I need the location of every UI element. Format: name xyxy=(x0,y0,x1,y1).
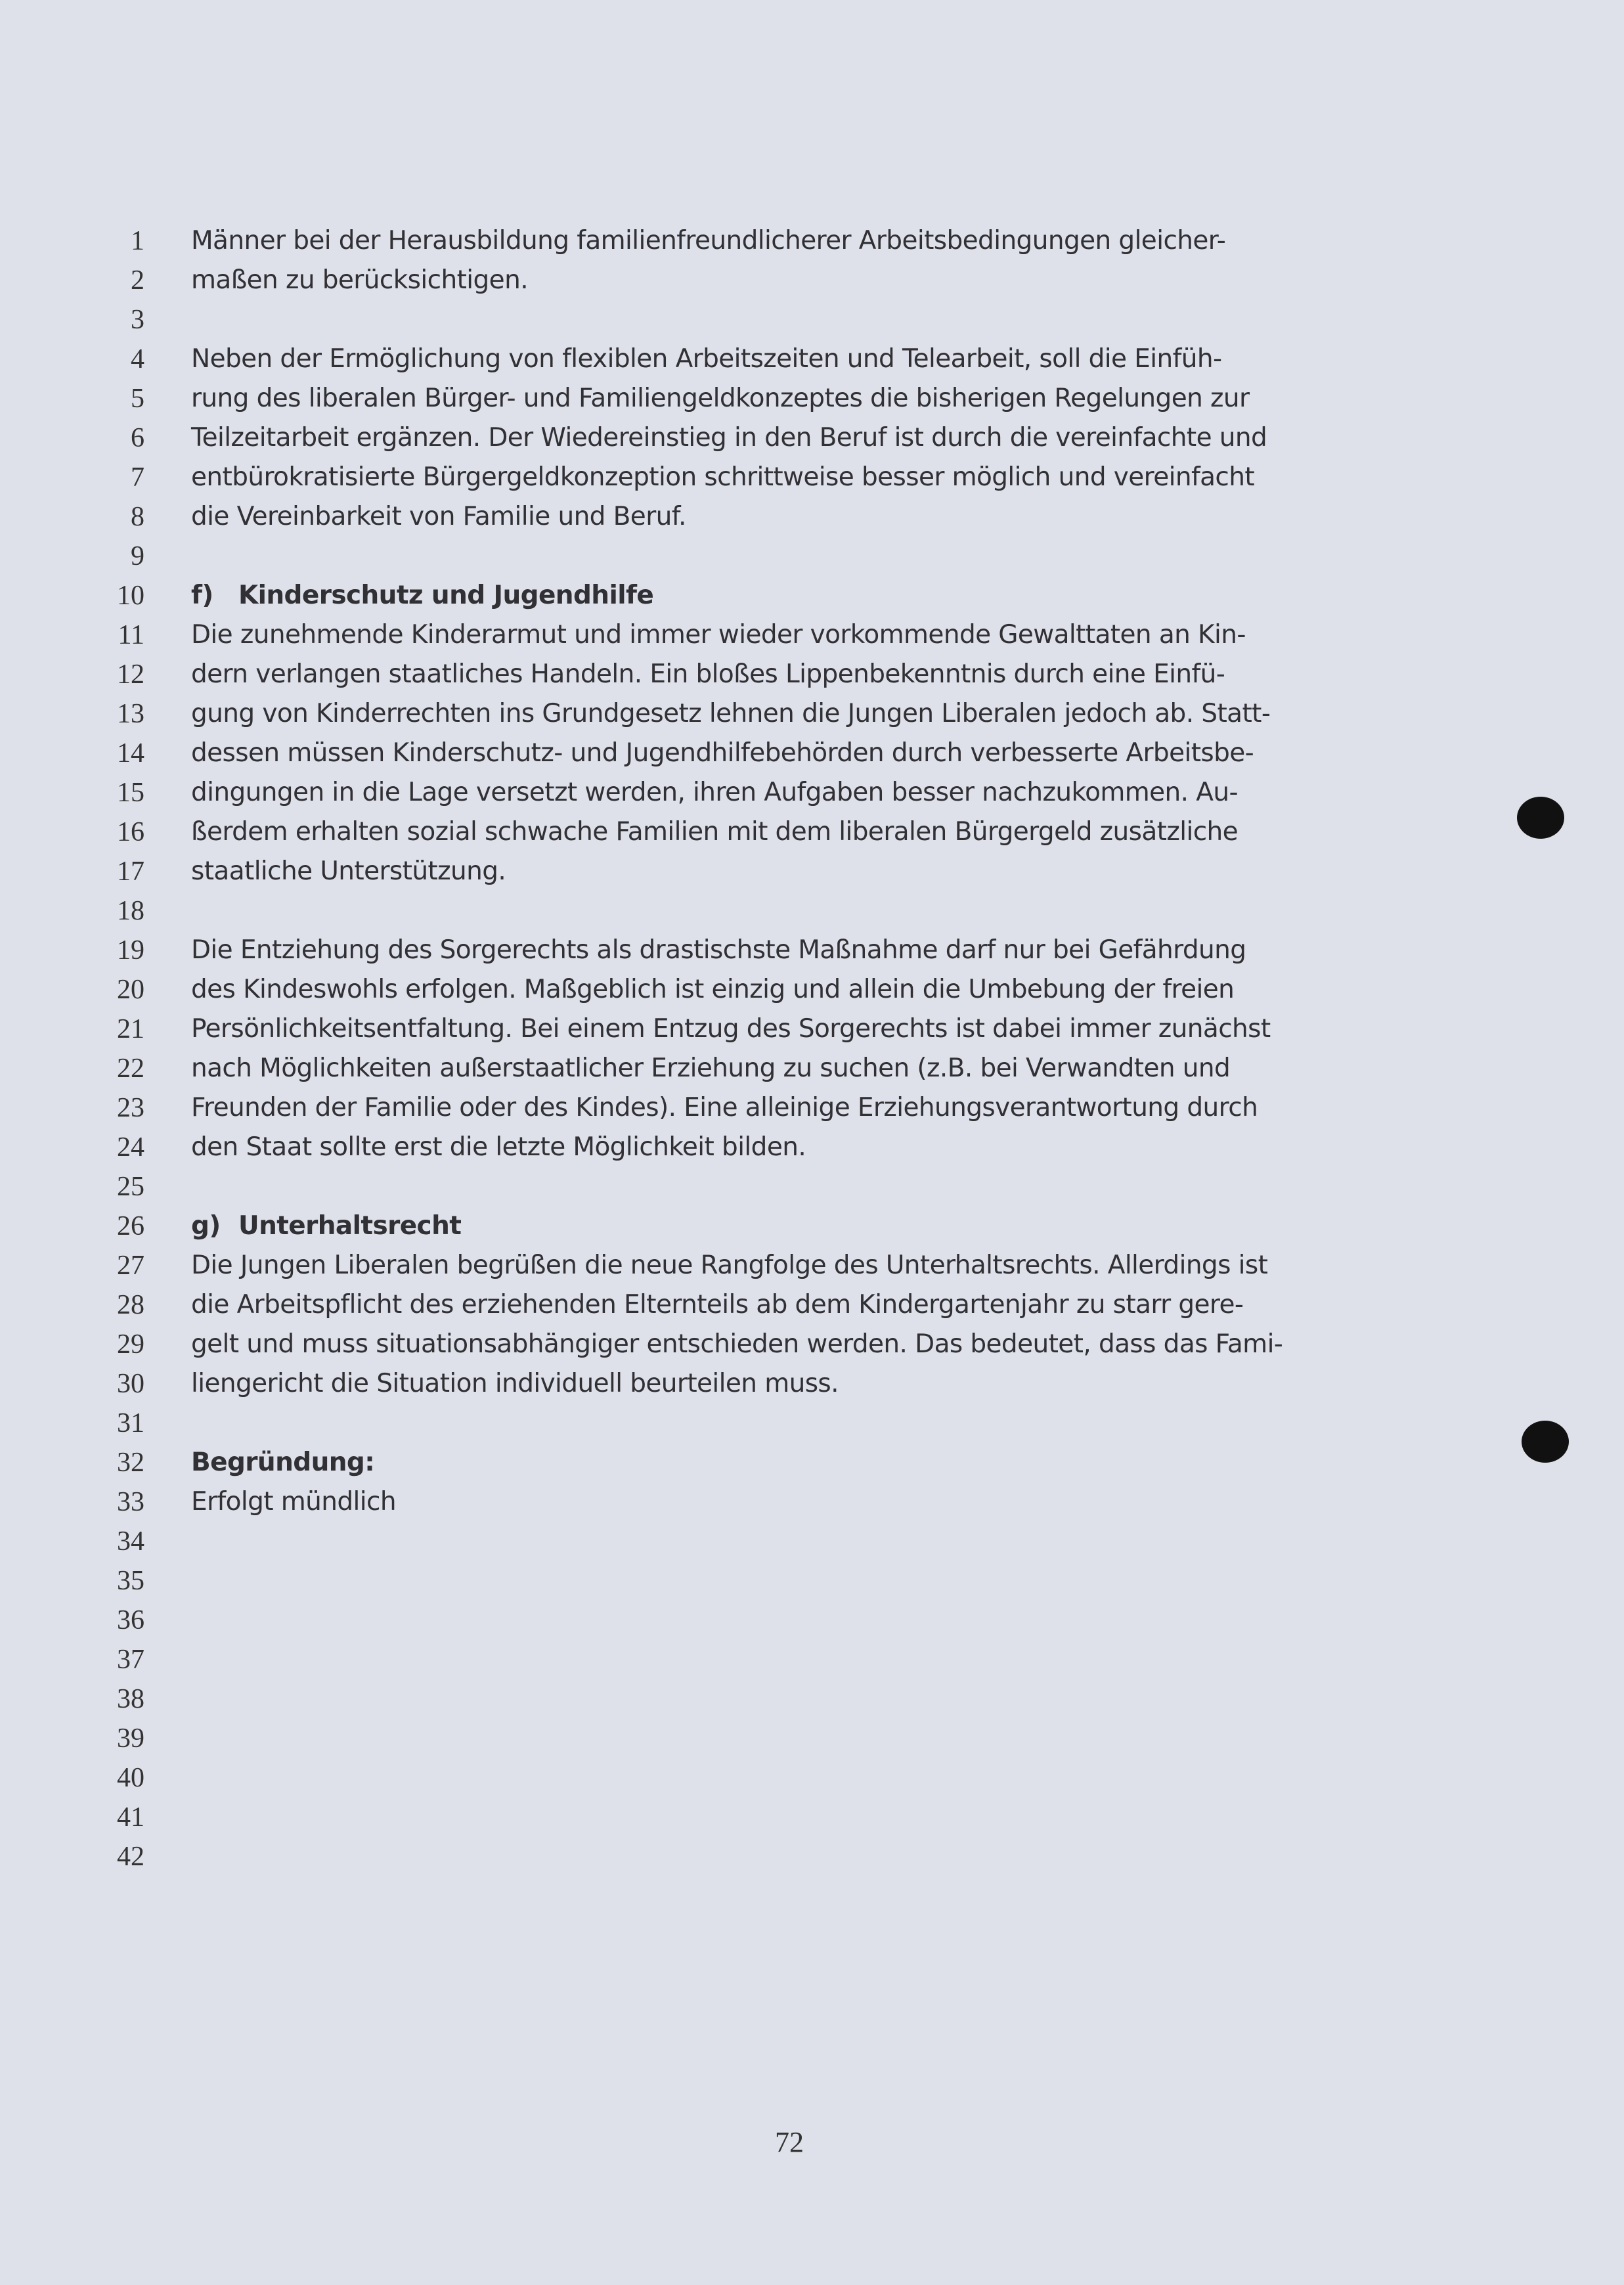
section-label: f) xyxy=(191,581,213,610)
line-number: 13 xyxy=(117,699,144,729)
document-line xyxy=(0,497,1445,537)
heading-text: Begründung: xyxy=(191,1448,375,1477)
document-line xyxy=(0,1049,1445,1088)
line-number: 2 xyxy=(131,265,144,296)
line-text: ßerdem erhalten sozial schwache Familien mit dem liberalen Bürgergeld zusätzliche xyxy=(191,817,1239,847)
document-line xyxy=(0,1167,1445,1207)
document-line xyxy=(0,852,1445,891)
document-line xyxy=(0,1798,1445,1837)
line-number: 1 xyxy=(131,226,144,256)
document-line xyxy=(0,773,1445,812)
line-number: 37 xyxy=(117,1645,144,1675)
document-line xyxy=(0,891,1445,931)
line-text: entbürokratisierte Bürgergeldkonzeption schrittweise besser möglich und vereinfacht xyxy=(191,462,1255,492)
line-number: 40 xyxy=(117,1763,144,1793)
line-number: 21 xyxy=(117,1014,144,1044)
line-text: nach Möglichkeiten außerstaatlicher Erziehung zu suchen (z.B. bei Verwandten und xyxy=(191,1054,1231,1083)
document-line xyxy=(0,340,1445,379)
line-text: des Kindeswohls erfolgen. Maßgeblich ist einzig und allein die Umbebung der freien xyxy=(191,975,1235,1004)
document-line xyxy=(0,576,1445,615)
line-number: 24 xyxy=(117,1132,144,1163)
document-line xyxy=(0,1601,1445,1640)
document-line xyxy=(0,1246,1445,1285)
line-number: 11 xyxy=(118,620,144,650)
line-number: 5 xyxy=(131,384,144,414)
line-number: 38 xyxy=(117,1684,144,1714)
document-line xyxy=(0,1009,1445,1049)
document-line xyxy=(0,537,1445,576)
document-line xyxy=(0,1207,1445,1246)
document-line xyxy=(0,734,1445,773)
punch-hole-bottom xyxy=(1522,1421,1569,1463)
line-number: 31 xyxy=(117,1408,144,1438)
line-text: rung des liberalen Bürger- und Familiengeldkonzeptes die bisherigen Regelungen zur xyxy=(191,384,1250,413)
line-number: 23 xyxy=(117,1093,144,1123)
line-number: 7 xyxy=(131,462,144,493)
line-text: Neben der Ermöglichung von flexiblen Arbeitszeiten und Telearbeit, soll die Einfüh- xyxy=(191,344,1222,374)
line-text: maßen zu berücksichtigen. xyxy=(191,265,528,295)
line-number: 6 xyxy=(131,423,144,453)
section-title: Unterhaltsrecht xyxy=(238,1211,462,1241)
document-line xyxy=(0,1522,1445,1561)
line-number: 27 xyxy=(117,1251,144,1281)
line-text: Die Jungen Liberalen begrüßen die neue Rangfolge des Unterhaltsrechts. Allerdings ist xyxy=(191,1251,1268,1280)
line-text: dessen müssen Kinderschutz- und Jugendhilfebehörden durch verbesserte Arbeitsbe- xyxy=(191,738,1254,768)
document-line xyxy=(0,1128,1445,1167)
line-text: dern verlangen staatliches Handeln. Ein bloßes Lippenbekenntnis durch eine Einfü- xyxy=(191,659,1225,689)
section-title: Kinderschutz und Jugendhilfe xyxy=(238,581,654,610)
line-number: 22 xyxy=(117,1054,144,1084)
document-line xyxy=(0,1482,1445,1522)
line-text: staatliche Unterstützung. xyxy=(191,856,506,886)
document-line xyxy=(0,1679,1445,1719)
line-number: 9 xyxy=(131,541,144,571)
line-number: 29 xyxy=(117,1329,144,1360)
line-text: Männer bei der Herausbildung familienfreundlicherer Arbeitsbedingungen gleicher- xyxy=(191,226,1226,255)
line-number: 42 xyxy=(117,1842,144,1872)
line-text: dingungen in die Lage versetzt werden, ihren Aufgaben besser nachzukommen. Au- xyxy=(191,778,1238,807)
document-line xyxy=(0,1285,1445,1325)
document-line xyxy=(0,615,1445,655)
line-text: die Vereinbarkeit von Familie und Beruf. xyxy=(191,502,686,531)
line-number: 36 xyxy=(117,1605,144,1635)
line-number: 41 xyxy=(117,1802,144,1832)
document-line xyxy=(0,1561,1445,1601)
page-number: 72 xyxy=(775,2126,804,2158)
line-number: 15 xyxy=(117,778,144,808)
document-line xyxy=(0,1325,1445,1364)
line-number: 17 xyxy=(117,856,144,887)
section-heading xyxy=(191,1207,461,1246)
line-text: Die zunehmende Kinderarmut und immer wieder vorkommende Gewalttaten an Kin- xyxy=(191,620,1246,650)
document-line xyxy=(0,1404,1445,1443)
line-number: 32 xyxy=(117,1448,144,1478)
line-number: 8 xyxy=(131,502,144,532)
line-text: gung von Kinderrechten ins Grundgesetz lehnen die Jungen Liberalen jedoch ab. Statt- xyxy=(191,699,1271,728)
line-number: 26 xyxy=(117,1211,144,1241)
line-number: 3 xyxy=(131,305,144,335)
line-text: den Staat sollte erst die letzte Möglichkeit bilden. xyxy=(191,1132,806,1162)
document-line xyxy=(0,379,1445,418)
line-text: Freunden der Familie oder des Kindes). Eine alleinige Erziehungsverantwortung durch xyxy=(191,1093,1258,1122)
document-line xyxy=(0,1719,1445,1758)
line-number: 12 xyxy=(117,659,144,690)
line-number: 30 xyxy=(117,1369,144,1399)
line-number: 14 xyxy=(117,738,144,768)
line-number: 10 xyxy=(117,581,144,611)
document-line xyxy=(0,694,1445,734)
section-label: g) xyxy=(191,1211,221,1241)
document-line xyxy=(0,812,1445,852)
line-number: 34 xyxy=(117,1526,144,1557)
punch-hole-top xyxy=(1517,797,1564,839)
document-line xyxy=(0,1088,1445,1128)
document-line xyxy=(0,970,1445,1009)
document-line xyxy=(0,418,1445,458)
document-line xyxy=(0,1364,1445,1404)
line-number: 18 xyxy=(117,896,144,926)
line-text: gelt und muss situationsabhängiger entschieden werden. Das bedeutet, dass das Fami- xyxy=(191,1329,1283,1359)
line-number: 25 xyxy=(117,1172,144,1202)
line-text: die Arbeitspflicht des erziehenden Elternteils ab dem Kindergartenjahr zu starr gere- xyxy=(191,1290,1244,1320)
document-line xyxy=(0,300,1445,340)
line-text: Die Entziehung des Sorgerechts als drastischste Maßnahme darf nur bei Gefährdung xyxy=(191,935,1246,965)
line-number: 28 xyxy=(117,1290,144,1320)
document-line xyxy=(0,221,1445,261)
document-line xyxy=(0,931,1445,970)
document-line xyxy=(0,655,1445,694)
line-text: Persönlichkeitsentfaltung. Bei einem Entzug des Sorgerechts ist dabei immer zunächst xyxy=(191,1014,1271,1044)
document-line xyxy=(0,458,1445,497)
line-number: 35 xyxy=(117,1566,144,1596)
line-number: 19 xyxy=(117,935,144,965)
line-number: 16 xyxy=(117,817,144,847)
line-number: 4 xyxy=(131,344,144,374)
document-line xyxy=(0,1640,1445,1679)
line-number: 39 xyxy=(117,1723,144,1754)
document-line xyxy=(0,1443,1445,1482)
line-number: 33 xyxy=(117,1487,144,1517)
line-text: Erfolgt mündlich xyxy=(191,1487,396,1517)
document-line xyxy=(0,1837,1445,1876)
document-line xyxy=(0,261,1445,300)
line-text: liengericht die Situation individuell beurteilen muss. xyxy=(191,1369,839,1398)
section-heading xyxy=(191,576,653,615)
document-line xyxy=(0,1758,1445,1798)
line-text: Teilzeitarbeit ergänzen. Der Wiedereinstieg in den Beruf ist durch die vereinfachte und xyxy=(191,423,1267,453)
line-number: 20 xyxy=(117,975,144,1005)
